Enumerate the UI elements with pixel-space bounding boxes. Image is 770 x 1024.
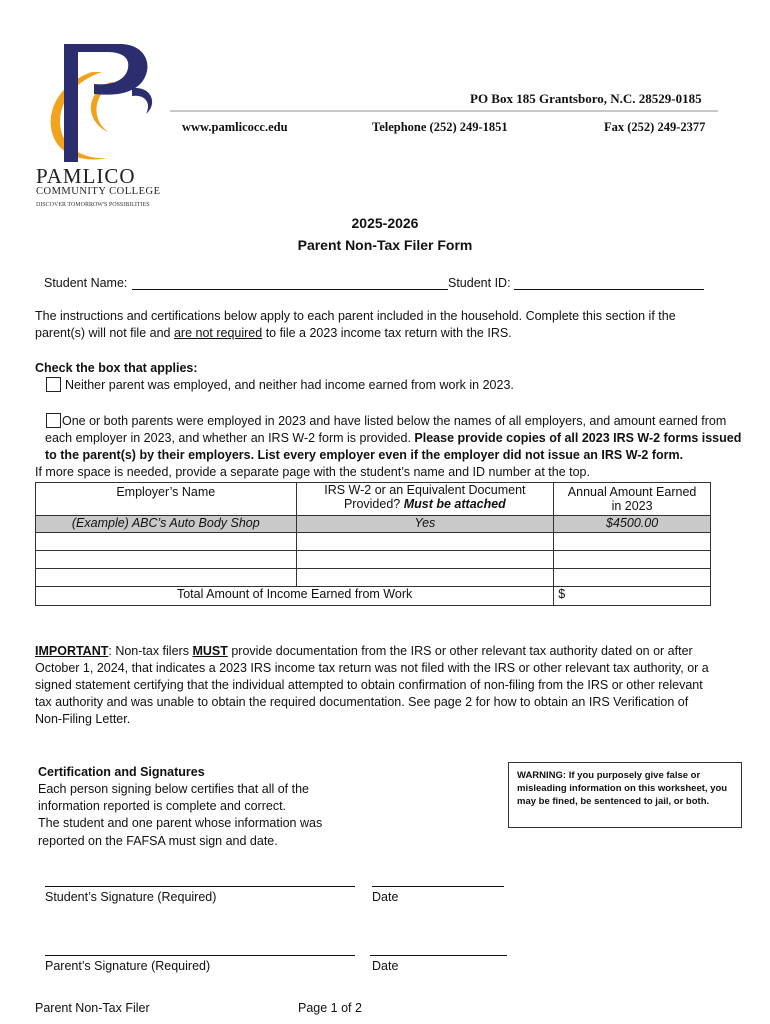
option-employed-bold: Please provide copies of all 2023 IRS W-2 forms issued xyxy=(414,431,742,445)
col-employer-name xyxy=(36,483,297,516)
option-employed-line-1: One or both parents were employed in 2023 and have listed below the names of all employers, and amount earned from xyxy=(62,414,727,428)
warning-box: WARNING: If you purposely give false or misleading information on this worksheet, you may be fined, be sentenced to jail, or both. xyxy=(508,762,742,828)
amount-cell[interactable] xyxy=(554,551,711,569)
address: PO Box 185 Grantsboro, N.C. 28529-0185 xyxy=(470,91,702,106)
telephone: Telephone (252) 249-1851 xyxy=(372,120,508,134)
student-id-label: Student ID: xyxy=(448,276,511,290)
important-must: MUST xyxy=(192,644,228,658)
parent-signature-label: Parent’s Signature (Required) xyxy=(45,959,211,973)
w2-cell[interactable] xyxy=(296,533,554,551)
col-w2-text: Provided? xyxy=(343,497,404,511)
certification-line-1: Each person signing below certifies that all of the xyxy=(38,782,309,796)
example-w2: Yes xyxy=(296,516,554,533)
important-label: IMPORTANT xyxy=(35,644,109,658)
form-title: Parent Non-Tax Filer Form xyxy=(297,237,473,253)
employer-cell[interactable] xyxy=(36,551,297,569)
w2-cell[interactable] xyxy=(296,569,554,587)
parent-date-label: Date xyxy=(372,959,399,973)
employer-cell[interactable] xyxy=(36,569,297,587)
certification-heading: Certification and Signatures xyxy=(38,765,205,779)
option-employed-line-2 xyxy=(45,431,741,445)
table-header-row xyxy=(36,483,711,516)
col-amount-line-2: in 2023 xyxy=(611,499,653,513)
important-line-3: signed statement certifying that the individual attempted to obtain confirmation of non-filing from the IRS or other relevant xyxy=(35,678,703,692)
important-text-1: : Non-tax filers xyxy=(108,644,193,658)
certification-line-4: reported on the FAFSA must sign and date. xyxy=(38,834,278,848)
page-number: Page 1 of 2 xyxy=(298,1001,362,1015)
checkbox-not-employed[interactable] xyxy=(46,377,61,392)
important-line-4: tax authority and was unable to obtain the required documentation. See page 2 for how to obtain an IRS Verification of xyxy=(35,695,689,709)
option-employed-line-3: to the parent(s) by their employers. List every employer even if the employer did not issue an IRS W-2 form. xyxy=(45,448,684,462)
col-amount-line-1: Annual Amount Earned xyxy=(567,485,697,499)
table-row[interactable] xyxy=(36,569,711,587)
amount-cell[interactable] xyxy=(554,569,711,587)
option-not-employed: Neither parent was employed, and neither had income earned from work in 2023. xyxy=(65,378,514,392)
total-label: Total Amount of Income Earned from Work xyxy=(36,587,554,606)
student-name-field[interactable] xyxy=(132,275,448,290)
certification-line-3: The student and one parent whose information was xyxy=(38,816,323,830)
table-row[interactable] xyxy=(36,533,711,551)
total-row xyxy=(36,587,711,606)
instructions-line-2 xyxy=(35,326,512,340)
instructions-text: parent(s) will not file and xyxy=(35,326,174,340)
parent-date-field[interactable] xyxy=(370,941,507,956)
employer-cell[interactable] xyxy=(36,533,297,551)
col-annual-amount xyxy=(554,483,711,516)
example-amount: $4500.00 xyxy=(554,516,711,533)
important-line-2: October 1, 2024, that indicates a 2023 IRS income tax return was not filed with the IRS or other relevant tax authority, or a xyxy=(35,661,709,675)
instructions-text-end: to file a 2023 income tax return with the IRS. xyxy=(262,326,512,340)
website-link[interactable]: www.pamlicocc.edu xyxy=(182,120,288,134)
col-w2-line-1: IRS W-2 or an Equivalent Document xyxy=(324,483,526,497)
col-w2-must: Must be attached xyxy=(403,497,506,511)
amount-cell[interactable] xyxy=(554,533,711,551)
college-tagline: DISCOVER TOMORROW'S POSSIBILITIES xyxy=(36,202,150,208)
check-heading: Check the box that applies: xyxy=(35,361,198,375)
student-date-field[interactable] xyxy=(372,872,504,887)
employer-table xyxy=(35,482,711,606)
student-signature-field[interactable] xyxy=(45,872,355,887)
fax: Fax (252) 249-2377 xyxy=(604,120,706,134)
important-text-2: provide documentation from the IRS or other relevant tax authority dated on or after xyxy=(227,644,693,658)
important-line-1 xyxy=(35,644,693,658)
college-name: PAMLICO xyxy=(36,164,136,188)
certification-line-2: information reported is complete and correct. xyxy=(38,799,287,813)
total-amount-cell[interactable]: $ xyxy=(554,587,711,606)
parent-signature-field[interactable] xyxy=(45,941,355,956)
checkbox-employed[interactable] xyxy=(46,413,61,428)
important-line-5: Non-Filing Letter. xyxy=(35,712,131,726)
col-w2-line-2 xyxy=(301,497,550,511)
example-row xyxy=(36,516,711,533)
instructions-line-1: The instructions and certifications below apply to each parent included in the household. Complete this section if the xyxy=(35,309,676,323)
col-employer-name-label: Employer’s Name xyxy=(116,485,216,499)
form-year: 2025-2026 xyxy=(351,215,419,231)
footer-form-name: Parent Non-Tax Filer xyxy=(35,1001,150,1015)
more-space-note: If more space is needed, provide a separate page with the student’s name and ID number at the top. xyxy=(35,465,590,479)
student-date-label: Date xyxy=(372,890,399,904)
student-name-label: Student Name: xyxy=(44,276,128,290)
example-employer: (Example) ABC’s Auto Body Shop xyxy=(36,516,297,533)
table-row[interactable] xyxy=(36,551,711,569)
student-id-field[interactable] xyxy=(514,275,704,290)
header-divider xyxy=(170,110,718,112)
college-subtitle: COMMUNITY COLLEGE xyxy=(36,186,161,197)
w2-cell[interactable] xyxy=(296,551,554,569)
col-w2-provided xyxy=(296,483,554,516)
college-logo xyxy=(34,36,184,211)
student-signature-label: Student’s Signature (Required) xyxy=(45,890,217,904)
option-employed-text: each employer in 2023, and whether an IRS W-2 form is provided. xyxy=(45,431,415,445)
instructions-underlined: are not required xyxy=(173,326,263,340)
